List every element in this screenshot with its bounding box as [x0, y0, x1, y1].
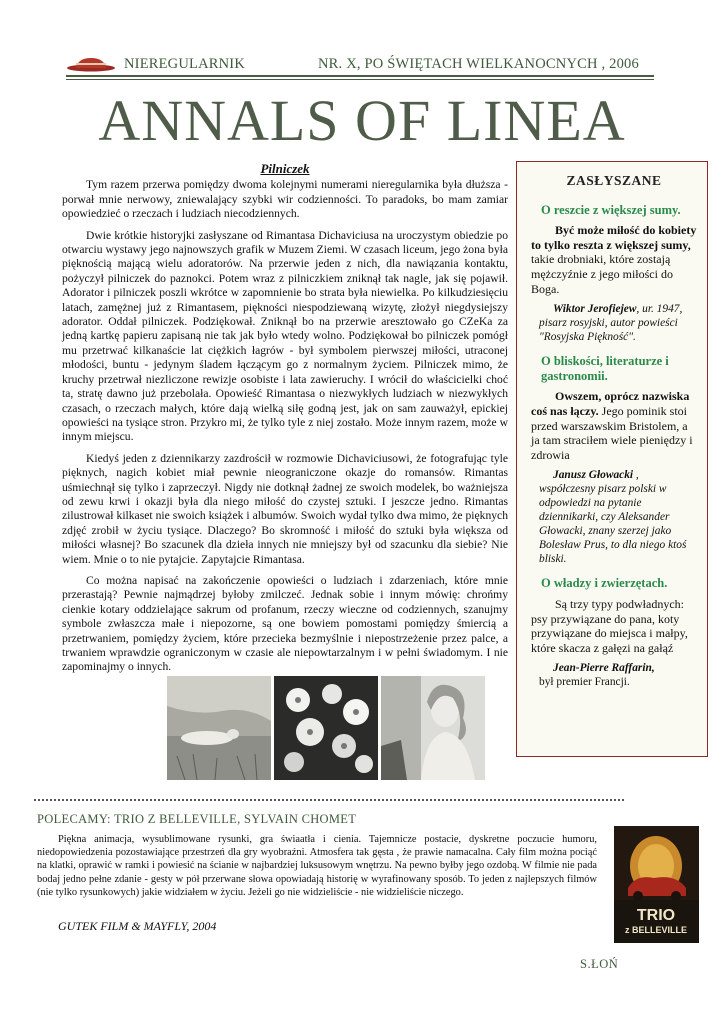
- quote-rest: Jego pominik stoi przed warszawskim Bristolem, a ja tam straciłem wiele pieniędzy i zdrowia: [531, 403, 693, 462]
- photo-nude-in-grass: [167, 676, 271, 780]
- sidebar-citation: [539, 468, 697, 566]
- header-issue: NR. X, PO ŚWIĘTACH WIELKANOCNYCH , 2006: [318, 56, 639, 72]
- header-rule-thin: [66, 79, 654, 80]
- sidebar-citation: [539, 661, 697, 689]
- sidebar-section-heading: O władzy i zwierzętach.: [541, 576, 668, 591]
- author-note: był premier Francji.: [539, 676, 630, 689]
- footer-author: S.ŁOŃ: [580, 957, 619, 971]
- quote-author: Janusz Głowacki: [553, 469, 634, 482]
- quote-author: Jean-Pierre Raffarin,: [553, 662, 655, 675]
- recommend-text: Piękna animacja, wysublimowane rysunki, gra świaatła i cienia. Tajemnicze postacie, dyskretne poczucie humoru, niedopowiedzenia pozostawiające przestrzeń dla gry wyobraźni. Atmosfera tak gęsta , że prawie namacalna. Cały film można pociąć na klatki, oprawić w ramki i powiesić na ścianie w najbardziej luksusowym wnętrzu. Na pewno byłby jego ozdobą. W filmie nie pada bodaj jedno pełne zdanie - gesty w pół przerwane słowa opowiadają historię w wyrafinowany sposób. To jeden z najlepszych filmów (nie tylko rysunkowych) jakie widziałem w życiu. Jeżeli go nie widzieliście - nie widzieliście niczego.: [37, 834, 597, 898]
- sidebar-zaslyszane: [516, 161, 708, 757]
- poster-title-line1: TRIO: [636, 907, 676, 924]
- poster-title-line2: z BELLEVILLE: [624, 925, 688, 935]
- hat-logo-icon: [66, 54, 116, 72]
- header-rule: [66, 75, 654, 77]
- sidebar-title: ZASŁYSZANE: [566, 173, 662, 188]
- quote-rest: Są trzy typy podwładnych: psy przywiązane do pana, koty przywiązane do miejsca i małpy, które skacza z gałęzi na gałąź: [531, 596, 688, 655]
- author-note: , ur. 1947, pisarz rosyjski, autor powieści "Rosyjska Piękność".: [539, 303, 683, 344]
- recommend-credit: GUTEK FILM & MAYFLY, 2004: [58, 919, 217, 933]
- header-nieregularnik: NIEREGULARNIK: [124, 56, 246, 72]
- movie-poster: [614, 826, 699, 943]
- quote-author: Wiktor Jerofiejew: [553, 303, 637, 316]
- quote-rest: takie drobniaki, które zostają mężczyźnie z jego miłości do Boga.: [531, 252, 673, 296]
- article-title: Pilniczek: [260, 161, 310, 176]
- section-divider: [34, 799, 624, 801]
- recommend-title: POLECAMY: TRIO Z BELLEVILLE, SYLVAIN CHOMET: [37, 812, 357, 826]
- sidebar-citation: [539, 302, 697, 344]
- sidebar-quote: [531, 597, 697, 655]
- sidebar-quote: [531, 389, 697, 462]
- article-paragraph: Dwie krótkie historyjki zasłyszane od Rimantasa Dichaviciusa na uroczystym obiedzie po otwarciu wystawy jego najnowszych grafik w Muzem Ziemi. W czasach liceum, jego żona była pięknością mającą wielu adoratorów. Na przerwie jeden z nich, dla nawiązania kontaktu, pożyczył pilniczek do paznokci. Potem wraz z pilniczkiem zniknął tak nagle, jak się pojawił. Adorator i pilniczek poszli wkrótce w zapomnienie bo strata była niewielka. Po kilkudziesięciu latach, zamężnej już z Rimantasem, piękności niespodziewaną wizytę, złożył niegdysiejszy adorator. Oddał pilniczek. Podziękował. Zniknął bo na przerwie aresztowało go CZeKa za jedną kartkę papieru zapisaną nie tak jak było wtedy wolno. Podziękował bo pilniczek pomógł mu przetrwać kilkanaście lat ciężkich łagrów - był symbolem pierwszej miłości, utraconej młodości, buntu - jedynym śladem łączącym go z normalnym życiem. Pilniczek mimo, że kruchy przetrwał niezliczone rewizje osobiste i lata zawieruchy. I wrócił do właścicielki choć ta, stratę dawno już przebolała. Opowieść Rimantasa o niezwykłych ludziach w niezwykłych czasach, o rzeczach małych, które dają wielką siłę godną jest, jak on sam zauważył, epickiej opowieści na tysiące stron. Przykro mi, że tylko tyle z niej zostało. Może innym razem, może w innym miejscu.: [62, 228, 508, 444]
- photo-woman-portrait: [381, 676, 485, 780]
- photo-strip: [167, 676, 485, 780]
- author-note: , współczesny pisarz polski w odpowiedzi na pytanie dziennikarki, czy Aleksander Głowacki, znany szerzej jako Bolesław Prus, to dla niego ktoś bliski.: [539, 469, 687, 566]
- quote-emphasis: Owszem, oprócz nazwiska coś nas łączy.: [531, 389, 690, 418]
- article-paragraph: Tym razem przerwa pomiędzy dwoma kolejnymi numerami nieregularnika była dłuższa - porwał mnie nerwowy, zniewalający szybki wir codzienności. To paradoks, bo mam zamiar opowiedzieć o rzeczach i ludziach niecodziennych.: [62, 178, 508, 221]
- sidebar-section-heading: O reszcie z większej sumy.: [541, 202, 681, 217]
- masthead-title: ANNALS OF LINEA: [98, 88, 626, 153]
- quote-emphasis: Być może miłość do kobiety to tylko reszta z większej sumy,: [531, 223, 697, 252]
- sidebar-quote: [531, 223, 697, 296]
- recommend-text-block: [37, 833, 597, 899]
- sidebar-section-heading: O bliskości, literaturze i gastronomii.: [541, 354, 669, 383]
- article: [62, 162, 508, 682]
- article-paragraph: Kiedyś jeden z dziennikarzy zazdrościł w rozmowie Dichaviciusowi, że fotografując tyle pięknych, nagich kobiet miał pewnie nieograniczone okazje do romansów. Rimantas uśmiechnął się tylko i zaprzeczył. Nigdy nie dotknął żadnej ze swoich modelek, bo ważniejsza od zewu krwi i okazji była dla niego miłość do czystej sztuki. I jeszcze jedno. Rimantas zilustrował kilkaset nie swoich książek i albumów. Swoich wydał tylko dwa mimo, że pięknych zdjęć zrobił w życiu tysiące. Dlaczego? Bo skromność i miłość do sztuki była większa od miłości własnej? Bo szacunek dla dzieła innych nie mniejszy był od szacunku dla siebie? Nie wiem. Mnie o to nie pytajcie. Zapytajcie Rimantasa.: [62, 451, 508, 566]
- poster-artwork: [614, 826, 699, 943]
- photo-flowers: [274, 676, 378, 780]
- article-paragraph: Co można napisać na zakończenie opowieści o ludziach i zdarzeniach, które mnie przerastają? Pewnie najmądrzej byłoby zmilczeć. Jednak sobie i innym mówię: chrońmy cienkie kotary oddzielające sakrum od profanum, rzeczy wieczne od codziennych, szanujmy symbole zwłaszcza małe i niepozorne, są one bowiem pomostami pomiędzy śmiercią a przetrwaniem, pomiędzy życiem, które przecieka bezmyślnie i niepostrzeżenie przez palce, a trwaniem wprawdzie ograniczonym w czasie ale niepowtarzalnym i w pełni świadomym. I nie zapominajmy o innych.: [62, 573, 508, 674]
